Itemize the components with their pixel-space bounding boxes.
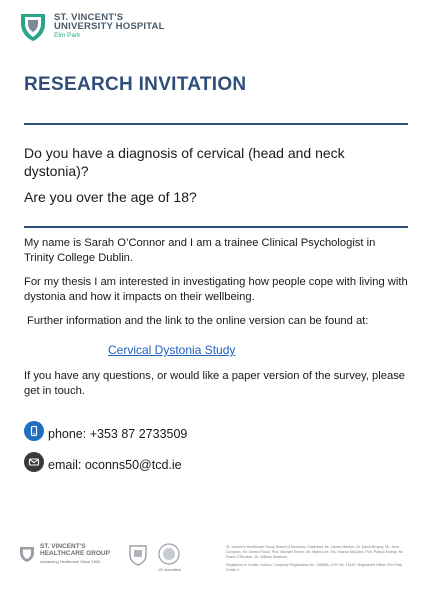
footer-fine-print bbox=[226, 545, 406, 577]
jci-label: JCI Accredited bbox=[158, 568, 182, 572]
jci-seal-icon bbox=[158, 543, 180, 565]
email-contact bbox=[24, 455, 182, 475]
crest-icon bbox=[128, 544, 148, 566]
logo-text-line2: UNIVERSITY HOSPITAL bbox=[54, 21, 165, 33]
thesis-paragraph: For my thesis I am interested in investigating how people cope with living with dystonia and how it impacts on their wellbeing. bbox=[24, 276, 408, 303]
healthcare-group-logo bbox=[18, 544, 110, 564]
footer bbox=[0, 538, 422, 598]
phone-icon bbox=[24, 421, 44, 441]
email-icon bbox=[24, 452, 44, 472]
divider bbox=[24, 226, 408, 228]
group-name-line2: HEALTHCARE GROUP bbox=[40, 549, 110, 557]
phone-contact bbox=[24, 424, 187, 444]
group-name-line1: ST. VINCENT'S bbox=[40, 543, 86, 550]
group-tagline: Advancing Healthcare Since 1834 bbox=[40, 558, 101, 564]
question-diagnosis: Do you have a diagnosis of cervical (head and neck dystonia)? bbox=[24, 145, 345, 179]
registration-info: Registered in Dublin, Ireland, Company Registration No. 338585, CHY No. 14187. Registered Office: Elm Park, Dublin 4. bbox=[226, 563, 403, 573]
group-shield-icon bbox=[18, 545, 36, 563]
phone-number[interactable]: phone: +353 87 2733509 bbox=[48, 427, 188, 441]
page-title: RESEARCH INVITATION bbox=[24, 74, 247, 95]
logo-subtitle: Elm Park bbox=[54, 31, 81, 39]
hospital-logo bbox=[18, 10, 165, 42]
invitation-body bbox=[24, 236, 408, 338]
question-age: Are you over the age of 18? bbox=[24, 189, 197, 205]
divider bbox=[24, 123, 408, 125]
email-address[interactable]: email: oconns50@tcd.ie bbox=[48, 458, 182, 472]
intro-paragraph: My name is Sarah O’Connor and I am a trainee Clinical Psychologist in Trinity College Dublin. bbox=[24, 237, 376, 264]
closing-paragraph: If you have any questions, or would like a paper version of the survey, please get in touch. bbox=[24, 370, 406, 397]
study-link[interactable]: Cervical Dystonia Study bbox=[108, 343, 236, 357]
logo-text-line1: ST. VINCENT'S bbox=[54, 11, 124, 23]
board-of-directors: St. Vincent's Healthcare Group Board of Directors: Chairman: Mr. James Menton, Dr. David Brophy, Mr. John Compton, Mr. Gerard Flood, Prof. Michael Keane, Mr. Myles Lee, Ms. Sharon McCabe, Prof. Patrick Murray, Mr. Frank O'Riordan, Mr. William Shannon. bbox=[226, 545, 404, 559]
screening-questions bbox=[24, 144, 404, 214]
further-info-paragraph: Further information and the link to the online version can be found at: bbox=[27, 315, 369, 327]
hospital-shield-icon bbox=[18, 10, 48, 42]
